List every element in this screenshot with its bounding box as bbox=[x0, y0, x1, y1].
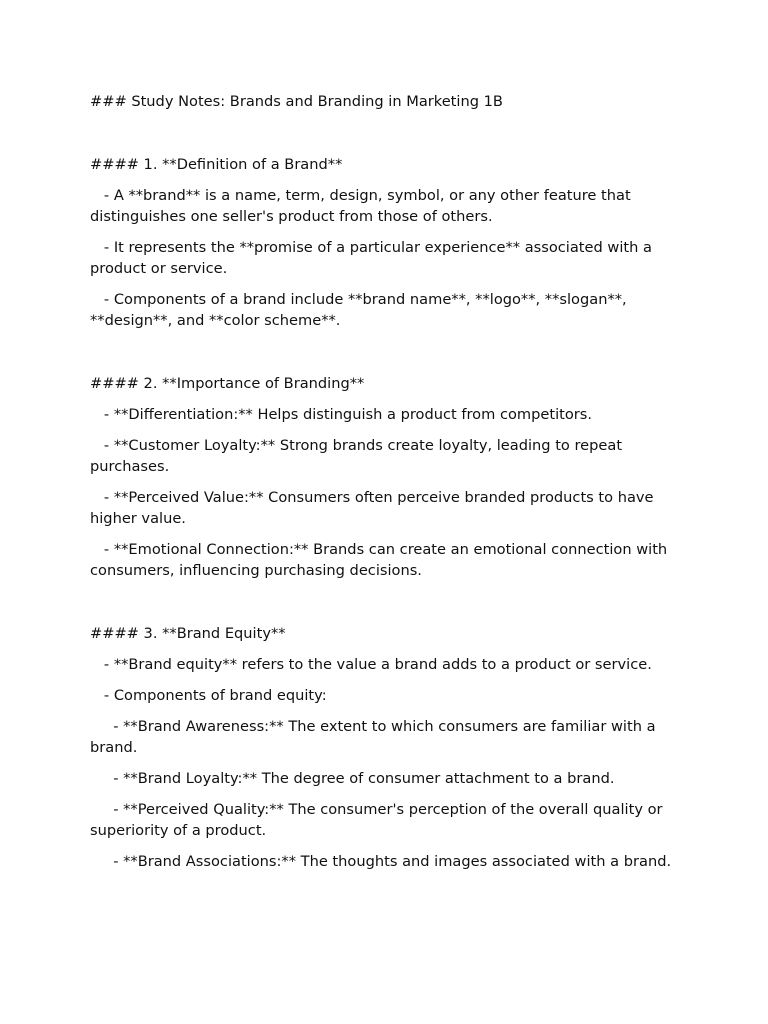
note-line: - Components of a brand include **brand name**, **logo**, **slogan**, **design**, and **color scheme**. bbox=[90, 291, 632, 329]
note-line: - **Emotional Connection:** Brands can create an emotional connection with consumers, influencing purchasing decisions. bbox=[90, 541, 672, 579]
note-line: - **Perceived Value:** Consumers often perceive branded products to have higher value. bbox=[90, 489, 659, 527]
note-line: - **Perceived Quality:** The consumer's perception of the overall quality or superiority of a product. bbox=[90, 801, 668, 839]
note-line: - Components of brand equity: bbox=[90, 687, 327, 704]
note-line: - It represents the **promise of a particular experience** associated with a product or service. bbox=[90, 239, 657, 277]
document-title: ### Study Notes: Brands and Branding in Marketing 1B bbox=[90, 93, 503, 110]
section-body-definition bbox=[90, 185, 682, 331]
note-line: - A **brand** is a name, term, design, symbol, or any other feature that distinguishes one seller's product from those of others. bbox=[90, 187, 636, 225]
note-line: - **Differentiation:** Helps distinguish a product from competitors. bbox=[90, 406, 593, 423]
note-line: - **Customer Loyalty:** Strong brands create loyalty, leading to repeat purchases. bbox=[90, 437, 627, 475]
section-body-brand-equity bbox=[90, 654, 682, 872]
note-line: - **Brand Awareness:** The extent to which consumers are familiar with a brand. bbox=[90, 718, 661, 756]
section-heading-definition: #### 1. **Definition of a Brand** bbox=[90, 156, 343, 173]
note-line: - **Brand Loyalty:** The degree of consumer attachment to a brand. bbox=[90, 770, 615, 787]
section-heading-importance: #### 2. **Importance of Branding** bbox=[90, 375, 365, 392]
note-line: - **Brand Associations:** The thoughts and images associated with a brand. bbox=[90, 853, 672, 870]
section-body-importance bbox=[90, 404, 682, 581]
note-line: - **Brand equity** refers to the value a brand adds to a product or service. bbox=[90, 656, 652, 673]
section-heading-brand-equity: #### 3. **Brand Equity** bbox=[90, 625, 286, 642]
